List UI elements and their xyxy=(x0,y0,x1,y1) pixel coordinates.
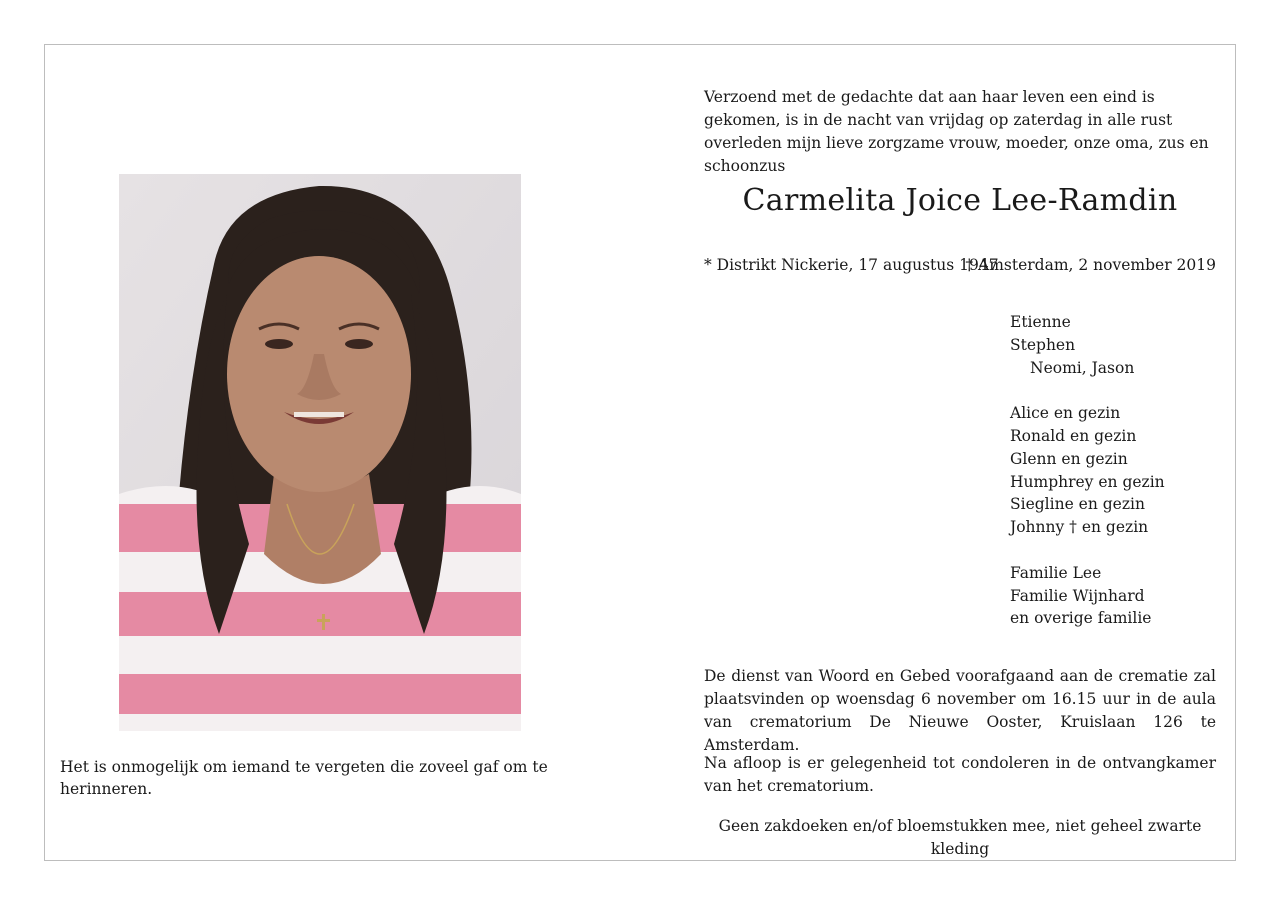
intro-text: Verzoend met de gedachte dat aan haar leven een eind is gekomen, is in de nacht van vrijdag op zaterdag in alle rust overleden mijn lieve zorgzame vrouw, moeder, onze oma, zus en schoonzus xyxy=(704,88,1209,175)
family-member: en overige familie xyxy=(1010,609,1152,628)
death-date: † Amsterdam, 2 november 2019 xyxy=(965,256,1216,274)
grandchildren: Neomi, Jason xyxy=(1030,358,1135,377)
family-member: Stephen xyxy=(1010,335,1076,354)
portrait-photo xyxy=(119,174,521,731)
dress-code-note: Geen zakdoeken en/of bloemstukken mee, niet geheel zwarte kleding xyxy=(718,817,1202,858)
family-member: Johnny † en gezin xyxy=(1010,518,1149,537)
portrait-illustration xyxy=(119,174,521,731)
family-member: Etienne xyxy=(1010,313,1071,331)
family-member: Familie Lee xyxy=(1010,563,1102,582)
birth-date: * Distrikt Nickerie, 17 augustus 1947 xyxy=(704,256,999,274)
family-member: Alice en gezin xyxy=(1010,404,1121,423)
family-member: Humphrey en gezin xyxy=(1010,472,1165,491)
family-member: Ronald en gezin xyxy=(1010,426,1137,445)
memorial-quote: Het is onmogelijk om iemand te vergeten die zoveel gaf om te herinneren. xyxy=(60,758,548,798)
family-member: Siegline en gezin xyxy=(1010,495,1145,514)
family-member: Familie Wijnhard xyxy=(1010,586,1145,605)
family-member: Glenn en gezin xyxy=(1010,449,1128,468)
family-list xyxy=(1010,311,1230,630)
service-info: De dienst van Woord en Gebed voorafgaand aan de crematie zal plaatsvinden op woensdag 6 november om 16.15 uur in de aula van crematorium De Nieuwe Ooster, Kruislaan 126 te Amsterdam. xyxy=(704,667,1216,754)
deceased-name: Carmelita Joice Lee-Ramdin xyxy=(742,183,1178,218)
spacer xyxy=(1010,379,1230,402)
condolence-info: Na afloop is er gelegenheid tot condoleren in de ontvangkamer van het crematorium. xyxy=(704,754,1216,795)
spacer xyxy=(1010,539,1230,562)
